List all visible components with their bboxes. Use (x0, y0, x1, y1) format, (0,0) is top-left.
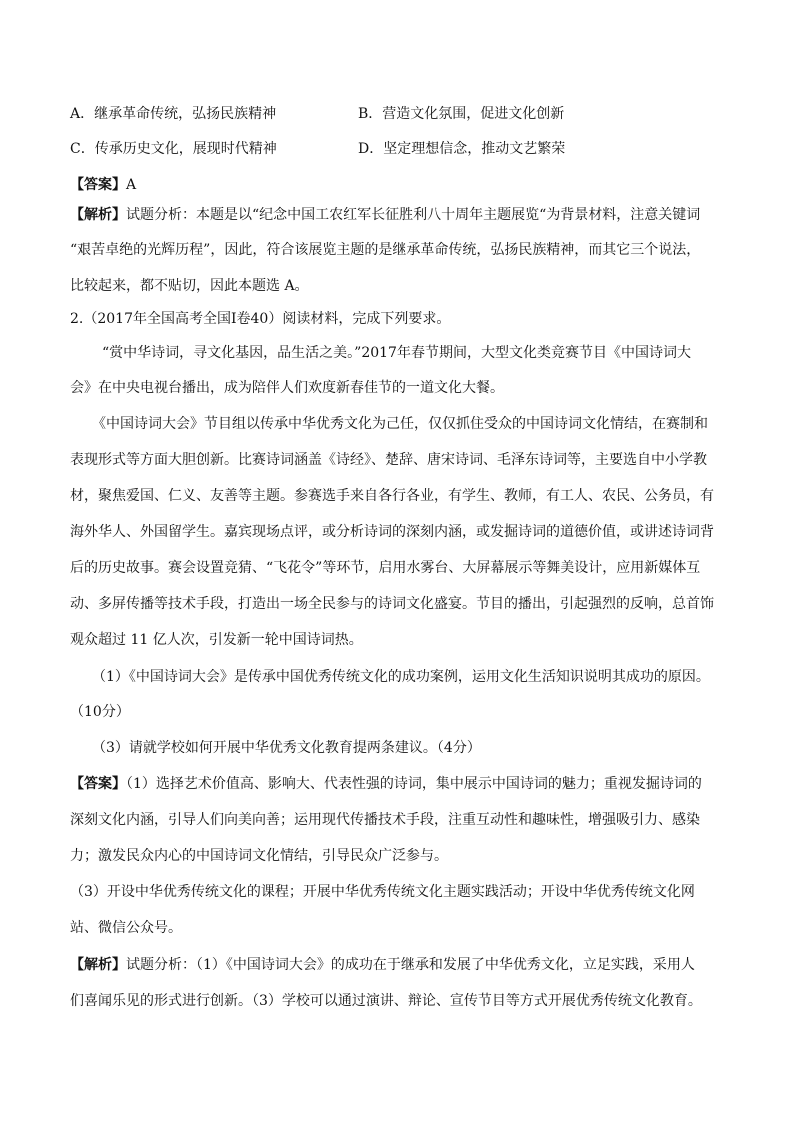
q1-analysis-line (70, 205, 700, 225)
material-line: 《中国诗词大会》节目组以传承中华优秀文化为己任，仅仅抓住受众的中国诗词文化情结，在赛制和 (92, 416, 708, 432)
q1-analysis-line: “艰苦卓绝的光辉历程”，因此，符合该展览主题的是继承革命传统，弘扬民族精神，而其它三个说法， (70, 242, 701, 258)
q1-analysis-line: 比较起来，都不贴切，因此本题选 A。 (70, 278, 309, 294)
option-b: B．营造文化氛围，促进文化创新 (358, 106, 565, 122)
q1-answer (70, 175, 136, 195)
material-line: “赏中华诗词，寻文化基因，品生活之美。”2017年春节期间，大型文化类竞赛节目《中国诗词大 (102, 345, 691, 361)
q2-analysis-line: 们喜闻乐见的形式进行创新。（3）学校可以通过演讲、辩论、宣传节目等方式开展优秀传统文化教育。 (70, 993, 702, 1009)
sub-question-3: （3）请就学校如何开展中华优秀文化教育提两条建议。（4分） (92, 740, 481, 756)
option-c: C．传承历史文化，展现时代精神 (70, 141, 277, 157)
q2-answer-line (70, 774, 702, 794)
answer-value: A (126, 177, 137, 193)
options-row-ab (70, 104, 565, 124)
analysis-text: 试题分析：本题是以“纪念中国工农红军长征胜利八十周年主题展览“为背景材料，注意关键词 (126, 207, 701, 223)
option-a: A．继承革命传统，弘扬民族精神 (70, 106, 277, 122)
sub-question-1: （1）《中国诗词大会》是传承中国优秀传统文化的成功案例，运用文化生活知识说明其成功的原因。 (92, 669, 710, 685)
q2-answer3-line: （3）开设中华优秀传统文化的课程；开展中华优秀传统文化主题实践活动；开设中华优秀传统文化网 (70, 884, 695, 900)
answer-text: （1）选择艺术价值高、影响大、代表性强的诗词，集中展示中国诗词的魅力；重视发掘诗词的 (126, 776, 702, 792)
material-line: 会》在中央电视台播出，成为陪伴人们欢度新春佳节的一道文化大餐。 (70, 380, 504, 396)
material-line: 海外华人、外国留学生。嘉宾现场点评，或分析诗词的深刻内涵，或发掘诗词的道德价值，或讲述诗词背 (70, 524, 714, 540)
material-line: 动、多屏传播等技术手段，打造出一场全民参与的诗词文化盛宴。节目的播出，引起强烈的反响，总首饰 (70, 596, 714, 612)
answer-label: 【答案】 (70, 177, 126, 193)
q2-analysis-line (70, 955, 695, 975)
analysis-label: 【解析】 (70, 207, 126, 223)
options-row-cd (70, 139, 566, 159)
analysis-label: 【解析】 (70, 957, 126, 973)
answer-label: 【答案】 (70, 776, 126, 792)
q2-answer-line: 深刻文化内涵，引导人们向美向善；运用现代传播技术手段，注重互动性和趣味性，增强吸引力、感染 (70, 812, 700, 828)
option-d: D．坚定理想信念，推动文艺繁荣 (358, 141, 566, 157)
material-line: 后的历史故事。赛会设置竞猜、“飞花令”等环节，启用水雾台、大屏幕展示等舞美设计，应用新媒体互 (70, 560, 701, 576)
material-line: 观众超过 11 亿人次，引发新一轮中国诗词热。 (70, 632, 363, 648)
q2-answer-line: 力；激发民众内心的中国诗词文化情结，引导民众广泛参与。 (70, 848, 448, 864)
sub-question-1-score: （10分） (70, 704, 130, 720)
q2-answer3-line: 站、微信公众号。 (70, 920, 182, 936)
material-line: 材，聚焦爱国、仁义、友善等主题。参赛选手来自各行各业，有学生、教师，有工人、农民、公务员，有 (70, 488, 714, 504)
material-line: 表现形式等方面大胆创新。比赛诗词涵盖《诗经》、楚辞、唐宋诗词、毛泽东诗词等，主要选自中小学教 (70, 452, 707, 468)
question-heading: 2.（2017年全国高考全国Ⅰ卷40）阅读材料，完成下列要求。 (70, 311, 451, 327)
analysis-text: 试题分析：（1）《中国诗词大会》的成功在于继承和发展了中华优秀文化，立足实践，采用人 (126, 957, 695, 973)
